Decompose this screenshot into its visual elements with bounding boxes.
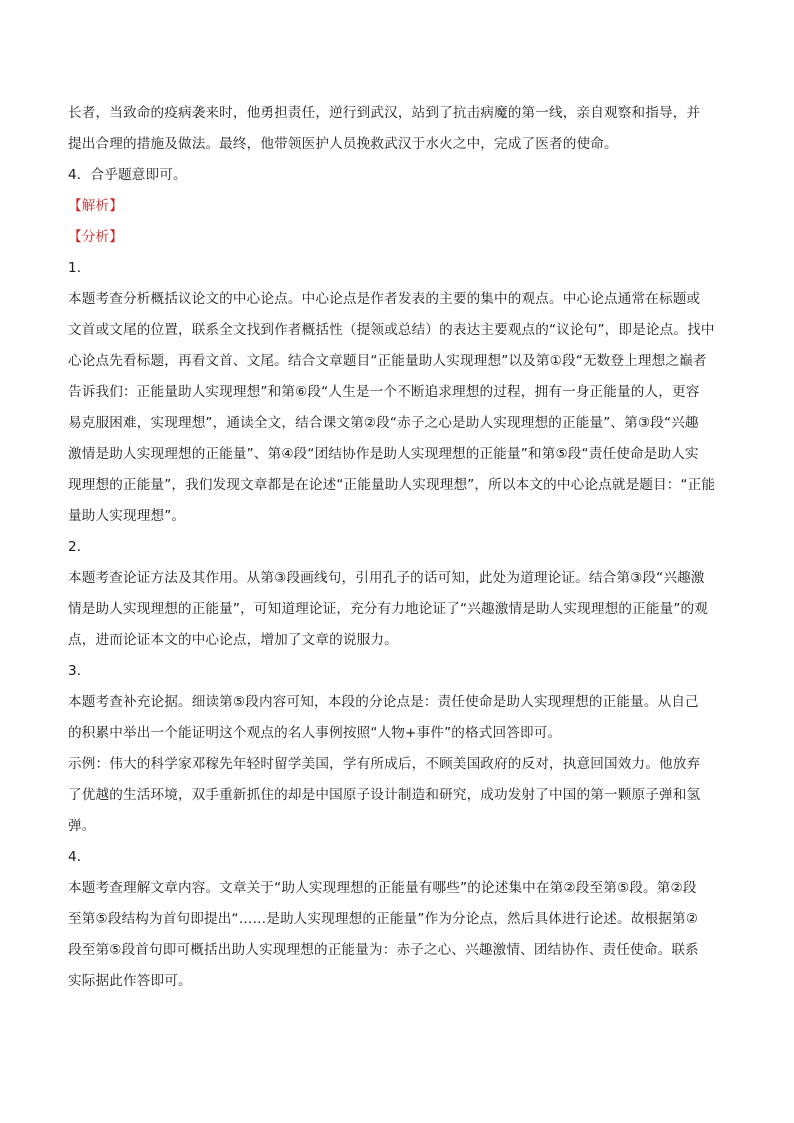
text-line: 易克服困难，实现理想”，通读全文，结合课文第②段“赤子之心是助人实现理想的正能量”、第③段“兴趣 xyxy=(68,415,699,431)
text-line: 弹。 xyxy=(68,818,96,834)
text-line: 本题考查分析概括议论文的中心论点。中心论点是作者发表的主要的集中的观点。中心论点通常在标题或 xyxy=(68,291,701,307)
text-line: 心论点先看标题，再看文首、文尾。结合文章题目“正能量助人实现理想”以及第①段“无数登上理想之巅者 xyxy=(68,353,707,369)
text-line: 长者，当致命的疫病袭来时，他勇担责任，逆行到武汉，站到了抗击病魔的第一线，亲自观察和指导，并 xyxy=(68,105,701,121)
text-line: 情是助人实现理想的正能量”，可知道理论证，充分有力地论证了“兴趣激情是助人实现理想的正能量”的观 xyxy=(68,601,709,617)
text-line: 实际据此作答即可。 xyxy=(68,973,192,989)
text-line: 本题考查理解文章内容。文章关于“助人实现理想的正能量有哪些”的论述集中在第②段至第⑤段。第②段 xyxy=(68,880,697,896)
text-line: 点，进而论证本文的中心论点，增加了文章的说服力。 xyxy=(68,632,398,648)
text-line: 示例：伟大的科学家邓稼先年轻时留学美国，学有所成后，不顾美国政府的反对，执意回国效力。他放弃 xyxy=(68,756,701,772)
fenxi-heading: 【分析】 xyxy=(68,229,123,245)
text-line: 现理想的正能量”，我们发现文章都是在论述“正能量助人实现理想”，所以本文的中心论点就是题目：“正能 xyxy=(68,477,716,493)
question-number-1: 1． xyxy=(68,260,91,276)
text-line: 量助人实现理想”。 xyxy=(68,508,186,524)
text-line: 了优越的生活环境，双手重新抓住的却是中国原子设计制造和研究，成功发射了中国的第一颗原子弹和氢 xyxy=(68,787,701,803)
answer-item-4: 4．合乎题意即可。 xyxy=(68,167,187,183)
text-line: 本题考查补充论据。细读第⑤段内容可知，本段的分论点是：责任使命是助人实现理想的正能量。从自己 xyxy=(68,694,699,710)
question-number-2: 2． xyxy=(68,539,91,555)
text-line: 段至第⑤段首句即可概括出助人实现理想的正能量为：赤子之心、兴趣激情、团结协作、责任使命。联系 xyxy=(68,942,699,958)
question-number-3: 3． xyxy=(68,663,91,679)
text-line: 文首或文尾的位置，联系全文找到作者概括性（提领或总结）的表达主要观点的“议论句”，即是论点。找中 xyxy=(68,322,715,338)
jiexi-heading: 【解析】 xyxy=(68,198,123,214)
question-number-4: 4． xyxy=(68,849,91,865)
text-line: 告诉我们：正能量助人实现理想”和第⑥段“人生是一个不断追求理想的过程，拥有一身正能量的人，更容 xyxy=(68,384,700,400)
text-line: 至第⑤段结构为首句即提出“……是助人实现理想的正能量”作为分论点，然后具体进行论述。故根据第② xyxy=(68,911,699,927)
text-line: 的积累中举出一个能证明这个观点的名人事例按照“人物+事件”的格式回答即可。 xyxy=(68,725,562,741)
text-line: 本题考查论证方法及其作用。从第③段画线句，引用孔子的话可知，此处为道理论证。结合第③段“兴趣激 xyxy=(68,570,705,586)
answer-analysis-text xyxy=(68,98,728,997)
text-line: 提出合理的措施及做法。最终，他带领医护人员挽救武汉于水火之中，完成了医者的使命。 xyxy=(68,136,618,152)
text-line: 激情是助人实现理想的正能量”、第④段“团结协作是助人实现理想的正能量”和第⑤段“责任使命是助人实 xyxy=(68,446,699,462)
